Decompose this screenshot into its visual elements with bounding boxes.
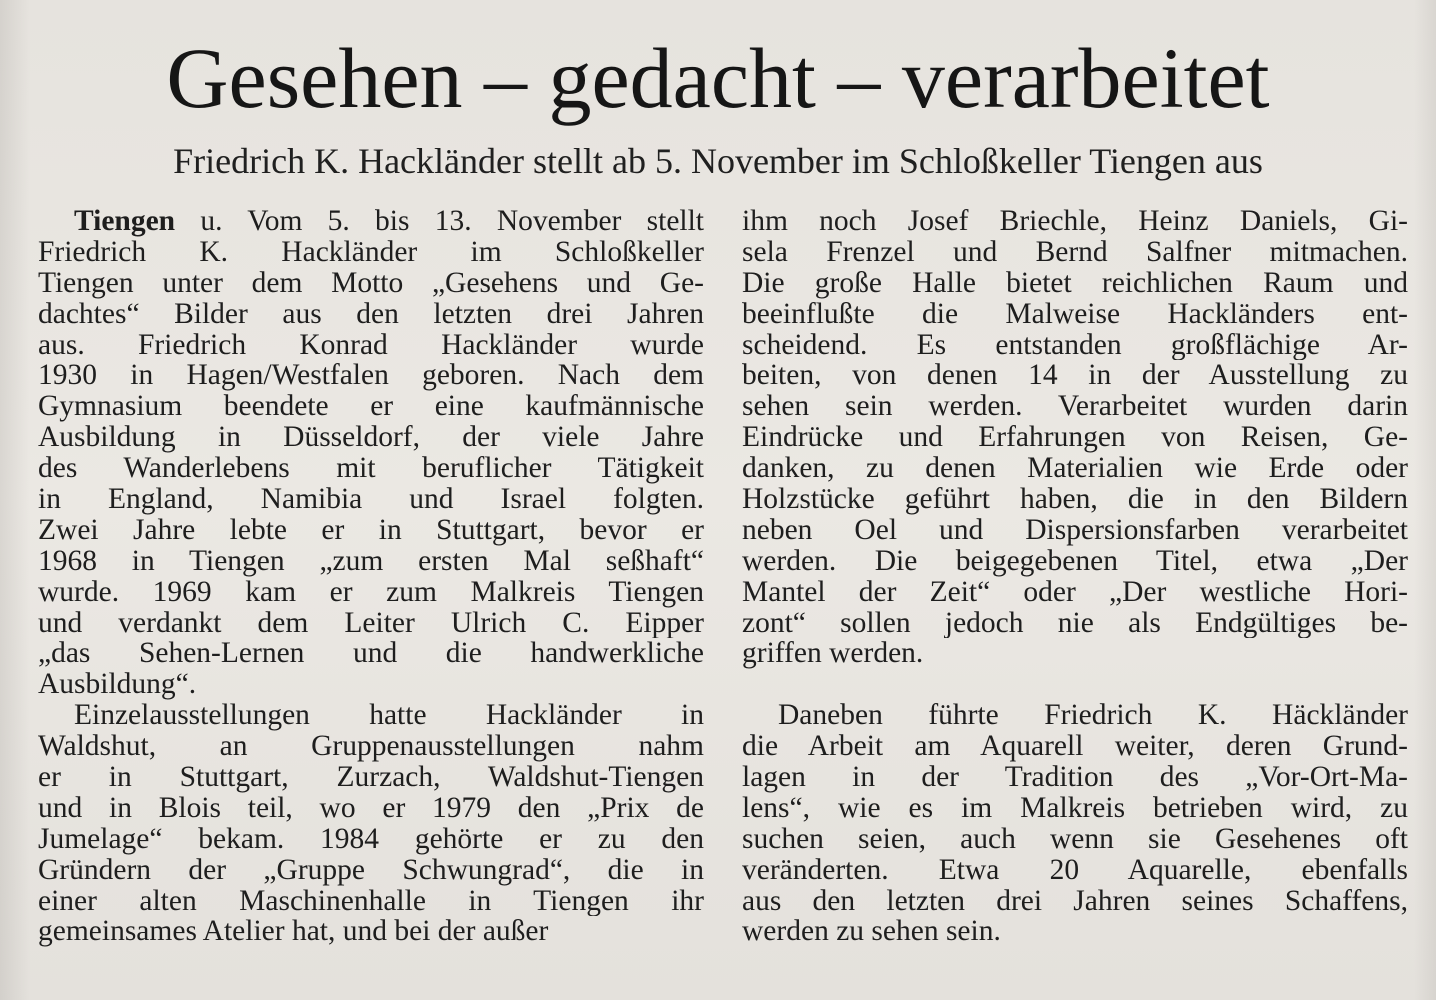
line-text: Ausbildung in Düsseldorf, der viele Jahre — [38, 422, 704, 454]
line-text: „das Sehen-Lernen und die handwerkliche — [38, 638, 704, 670]
line-text: suchen seien, auch wenn sie Gesehenes oft — [742, 823, 1408, 855]
line-text: Mantel der Zeit“ oder „Der westliche Hori- — [742, 576, 1408, 608]
line-text: er in Stuttgart, Zurzach, Waldshut-Tiengen — [38, 762, 704, 793]
line-text: aus den letzten drei Jahren seines Schaffens, — [742, 885, 1408, 917]
text-line — [38, 793, 704, 824]
line-text: Zwei Jahre lebte er in Stuttgart, bevor er — [38, 514, 704, 546]
text-line — [742, 237, 1408, 268]
text-line — [742, 608, 1408, 639]
line-text: sela Frenzel und Bernd Salfner mitmachen. — [742, 236, 1408, 268]
text-line — [38, 731, 704, 762]
text-line — [742, 638, 1408, 669]
line-text: scheidend. Es entstanden großflächige Ar- — [742, 329, 1408, 361]
text-line — [38, 916, 704, 947]
line-text: 1930 in Hagen/Westfalen geboren. Nach dem — [38, 360, 704, 392]
line-text: und in Blois teil, wo er 1979 den „Prix de — [38, 792, 704, 824]
line-text: und verdankt dem Leiter Ulrich C. Eipper — [38, 607, 704, 639]
text-line — [38, 330, 704, 361]
text-line — [742, 360, 1408, 391]
right-column — [742, 206, 1408, 947]
line-text: Die große Halle bietet reichlichen Raum und — [742, 267, 1408, 299]
line-text: in England, Namibia und Israel folgten. — [38, 484, 704, 515]
text-line — [38, 515, 704, 546]
right-paragraph-1 — [742, 206, 1408, 669]
line-text: gemeinsames Atelier hat, und bei der außer — [38, 916, 549, 948]
text-line — [38, 700, 704, 731]
text-line — [742, 824, 1408, 855]
line-text: 1968 in Tiengen „zum ersten Mal seßhaft“ — [38, 545, 704, 577]
text-line — [38, 484, 704, 515]
text-line — [38, 206, 704, 237]
line-text: veränderten. Etwa 20 Aquarelle, ebenfalls — [742, 854, 1408, 886]
dateline: Tiengen — [74, 206, 176, 237]
text-line — [742, 700, 1408, 731]
text-line — [38, 608, 704, 639]
text-line — [742, 886, 1408, 917]
line-text: griffen werden. — [742, 638, 924, 670]
text-line — [742, 422, 1408, 453]
line-text: werden. Die beigegebenen Titel, etwa „Der — [742, 545, 1408, 577]
text-line — [742, 855, 1408, 886]
article-subheadline: Friedrich K. Hackländer stellt ab 5. November im Schloßkeller Tiengen aus — [173, 141, 1263, 181]
text-line — [38, 886, 704, 917]
line-text: Gründern der „Gruppe Schwungrad“, die in — [38, 854, 704, 886]
line-text: Gymnasium beendete er eine kaufmännische — [38, 391, 704, 423]
text-line — [742, 330, 1408, 361]
text-line — [742, 793, 1408, 824]
text-line — [742, 453, 1408, 484]
line-text: u. Vom 5. bis 13. November stellt — [200, 206, 704, 237]
line-text: sehen sein werden. Verarbeitet wurden darin — [742, 391, 1408, 423]
text-line — [38, 638, 704, 669]
line-text: des Wanderlebens mit beruflicher Tätigkeit — [38, 453, 704, 485]
text-line — [38, 422, 704, 453]
line-text: werden zu sehen sein. — [742, 916, 1001, 948]
line-text: neben Oel und Dispersionsfarben verarbeitet — [742, 514, 1408, 546]
line-text: Holzstücke geführt haben, die in den Bildern — [742, 484, 1408, 515]
text-line — [38, 855, 704, 886]
line-text: Jumelage“ bekam. 1984 gehörte er zu den — [38, 823, 704, 855]
text-line — [742, 731, 1408, 762]
text-line — [38, 268, 704, 299]
line-text: Einzelausstellungen hatte Hackländer in — [74, 700, 704, 732]
line-text: Tiengen unter dem Motto „Gesehens und Ge- — [38, 267, 704, 299]
line-text: die Arbeit am Aquarell weiter, deren Grund- — [742, 731, 1408, 763]
right-paragraph-2 — [742, 700, 1408, 947]
line-text: aus. Friedrich Konrad Hackländer wurde — [38, 329, 704, 361]
line-text: Eindrücke und Erfahrungen von Reisen, Ge- — [742, 422, 1408, 454]
paragraph-gap — [742, 669, 1408, 700]
line-text: lens“, wie es im Malkreis betrieben wird, zu — [742, 792, 1408, 824]
line-text: dachtes“ Bilder aus den letzten drei Jahren — [38, 298, 704, 330]
article-headline: Gesehen – gedacht – verarbeitet — [166, 30, 1270, 126]
text-line — [742, 299, 1408, 330]
line-text: danken, zu denen Materialien wie Erde oder — [742, 453, 1408, 485]
text-line — [742, 515, 1408, 546]
line-text: beeinflußte die Malweise Hackländers ent- — [742, 298, 1408, 330]
line-text: Daneben führte Friedrich K. Häckländer — [778, 700, 1408, 732]
text-line — [38, 360, 704, 391]
text-line — [38, 546, 704, 577]
line-text: Ausbildung“. — [38, 669, 197, 701]
text-line — [38, 824, 704, 855]
text-line — [742, 577, 1408, 608]
line-text: einer alten Maschinenhalle in Tiengen ihr — [38, 885, 704, 917]
text-line — [742, 268, 1408, 299]
text-line — [38, 762, 704, 793]
line-text: beiten, von denen 14 in der Ausstellung zu — [742, 360, 1408, 392]
text-line — [38, 577, 704, 608]
text-line — [38, 299, 704, 330]
text-line — [742, 484, 1408, 515]
text-line — [742, 762, 1408, 793]
left-column — [38, 206, 704, 947]
left-paragraph-2 — [38, 700, 704, 947]
text-line — [742, 206, 1408, 237]
text-line — [38, 391, 704, 422]
line-text: lagen in der Tradition des „Vor-Ort-Ma- — [742, 762, 1408, 793]
text-line — [38, 237, 704, 268]
text-line — [38, 453, 704, 484]
line-text: Waldshut, an Gruppenausstellungen nahm — [38, 731, 704, 763]
line-text: wurde. 1969 kam er zum Malkreis Tiengen — [38, 576, 704, 608]
line-text: Friedrich K. Hackländer im Schloßkeller — [38, 236, 704, 268]
line-text: zont“ sollen jedoch nie als Endgültiges be- — [742, 607, 1408, 639]
left-paragraph-1 — [38, 206, 704, 700]
text-line — [742, 916, 1408, 947]
line-text: ihm noch Josef Briechle, Heinz Daniels, Gi- — [742, 206, 1408, 237]
text-line — [742, 391, 1408, 422]
text-line — [742, 546, 1408, 577]
text-line — [38, 669, 704, 700]
